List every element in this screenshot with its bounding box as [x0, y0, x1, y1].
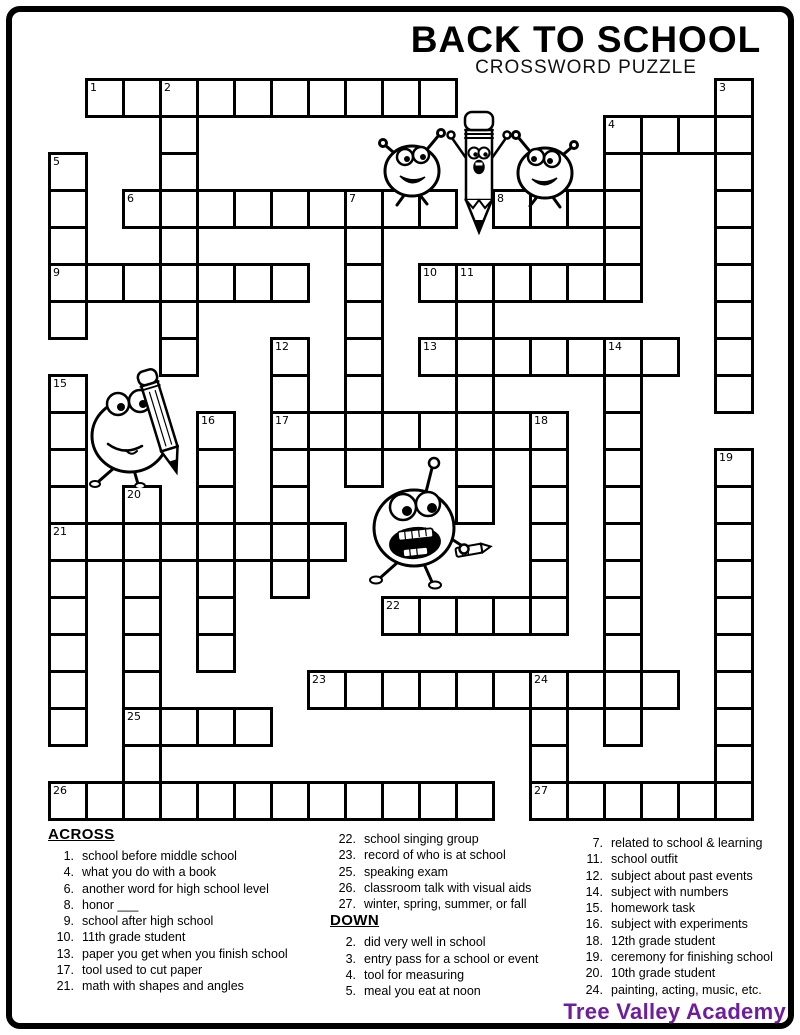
grid-cell[interactable] [455, 300, 495, 340]
grid-cell[interactable] [714, 226, 754, 266]
grid-cell[interactable] [344, 300, 384, 340]
down-clues-list-1 [330, 934, 582, 999]
grid-cell[interactable] [85, 522, 125, 562]
down-clue-3 [330, 951, 582, 967]
clue-number: 10. [56, 930, 74, 945]
grid-cell[interactable] [381, 596, 421, 636]
grid-cell[interactable] [714, 337, 754, 377]
grid-cell[interactable] [529, 559, 569, 599]
clue-number: 19. [585, 950, 603, 965]
grid-cell[interactable] [714, 78, 754, 118]
clue-text: tool for measuring [364, 968, 465, 983]
grid-cell[interactable] [48, 152, 88, 192]
grid-cell[interactable] [455, 781, 495, 821]
grid-cell[interactable] [714, 744, 754, 784]
grid-cell[interactable] [196, 448, 236, 488]
grid-cell[interactable] [677, 781, 717, 821]
down-clue-24 [577, 982, 793, 998]
clue-text: 11th grade student [82, 930, 186, 945]
grid-cell[interactable] [603, 707, 643, 747]
grid-cell[interactable] [122, 78, 162, 118]
clue-number: 6. [63, 881, 74, 896]
grid-cell-number: 24 [534, 673, 548, 686]
across-clue-27 [330, 896, 582, 912]
grid-cell[interactable] [603, 781, 643, 821]
clue-number: 2. [345, 935, 356, 950]
grid-cell[interactable] [714, 374, 754, 414]
grid-cell[interactable] [233, 707, 273, 747]
grid-cell[interactable] [418, 670, 458, 710]
grid-cell[interactable] [418, 411, 458, 451]
clue-number: 13. [56, 946, 74, 961]
grid-cell[interactable] [529, 596, 569, 636]
down-clue-20 [577, 965, 793, 981]
grid-cell[interactable] [714, 781, 754, 821]
grid-cell[interactable] [603, 633, 643, 673]
grid-cell[interactable] [196, 189, 236, 229]
grid-cell-number: 7 [349, 192, 356, 205]
clue-text: what you do with a book [82, 865, 217, 880]
across-clue-21 [48, 978, 328, 994]
down-clue-2 [330, 934, 582, 950]
clue-number: 12. [585, 868, 603, 883]
grid-cell-number: 13 [423, 340, 437, 353]
grid-cell[interactable] [529, 411, 569, 451]
grid-cell[interactable] [196, 485, 236, 525]
clue-text: ceremony for finishing school [611, 950, 773, 965]
grid-cell[interactable] [640, 670, 680, 710]
clue-number: 8. [63, 897, 74, 912]
grid-cell-number: 14 [608, 340, 622, 353]
grid-cell-number: 20 [127, 488, 141, 501]
grid-cell[interactable] [381, 411, 421, 451]
grid-cell[interactable] [307, 189, 347, 229]
grid-cell-number: 9 [53, 266, 60, 279]
grid-cell[interactable] [233, 78, 273, 118]
grid-cell[interactable] [603, 559, 643, 599]
clue-number: 14. [585, 884, 603, 899]
grid-cell-number: 8 [497, 192, 504, 205]
grid-cell[interactable] [196, 263, 236, 303]
clue-text: homework task [611, 901, 696, 916]
across-clue-25 [330, 864, 582, 880]
grid-cell-number: 3 [719, 81, 726, 94]
grid-cell[interactable] [603, 152, 643, 192]
grid-cell[interactable] [344, 781, 384, 821]
grid-cell[interactable] [307, 781, 347, 821]
grid-cell[interactable] [529, 263, 569, 303]
grid-cell[interactable] [307, 522, 347, 562]
grid-cell[interactable] [603, 337, 643, 377]
grid-cell[interactable] [48, 559, 88, 599]
down-clue-4 [330, 967, 582, 983]
clues-column-1 [48, 826, 328, 995]
grid-cell[interactable] [159, 78, 199, 118]
across-clue-9 [48, 913, 328, 929]
clue-number: 24. [585, 982, 603, 997]
grid-cell[interactable] [455, 596, 495, 636]
grid-cell[interactable] [492, 596, 532, 636]
clue-text: related to school & learning [611, 836, 763, 850]
grid-cell[interactable] [159, 781, 199, 821]
clue-text: school outfit [611, 852, 678, 867]
grid-cell[interactable] [529, 485, 569, 525]
grid-cell[interactable] [270, 448, 310, 488]
clue-number: 4. [63, 865, 74, 880]
grid-cell-number: 15 [53, 377, 67, 390]
brand-logo-text: Tree Valley Academy [563, 999, 786, 1024]
grid-cell[interactable] [85, 781, 125, 821]
grid-cell[interactable] [714, 522, 754, 562]
grid-cell[interactable] [603, 485, 643, 525]
clue-text: speaking exam [364, 864, 449, 879]
grid-cell[interactable] [418, 263, 458, 303]
grid-cell[interactable] [455, 670, 495, 710]
grid-cell[interactable] [529, 670, 569, 710]
grid-cell[interactable] [418, 596, 458, 636]
grid-cell[interactable] [529, 781, 569, 821]
grid-cell[interactable] [233, 189, 273, 229]
grid-cell[interactable] [48, 522, 88, 562]
grid-cell-number: 5 [53, 155, 60, 168]
down-clue-7 [577, 835, 793, 851]
grid-cell[interactable] [233, 263, 273, 303]
clue-text: subject with numbers [611, 884, 729, 899]
across-clue-10 [48, 929, 328, 945]
grid-cell[interactable] [270, 411, 310, 451]
grid-cell-number: 25 [127, 710, 141, 723]
grid-cell[interactable] [455, 337, 495, 377]
grid-cell[interactable] [381, 781, 421, 821]
clue-number: 22. [338, 832, 356, 846]
down-clue-5 [330, 983, 582, 999]
grid-cell[interactable] [529, 744, 569, 784]
grid-cell[interactable] [603, 411, 643, 451]
clue-text: school before middle school [82, 849, 237, 863]
grid-cell[interactable] [48, 485, 88, 525]
clues-column-3 [577, 835, 793, 998]
grid-cell[interactable] [640, 115, 680, 155]
clue-number: 25. [338, 864, 356, 879]
grid-cell-number: 22 [386, 599, 400, 612]
grid-cell[interactable] [270, 337, 310, 377]
clue-text: tool used to cut paper [82, 963, 203, 978]
grid-cell[interactable] [233, 781, 273, 821]
grid-cell[interactable] [307, 78, 347, 118]
grid-cell-number: 23 [312, 673, 326, 686]
grid-cell[interactable] [492, 337, 532, 377]
grid-cell-number: 17 [275, 414, 289, 427]
grid-cell[interactable] [603, 263, 643, 303]
grid-cell-number: 11 [460, 266, 474, 279]
down-clue-12 [577, 868, 793, 884]
grid-cell[interactable] [603, 189, 643, 229]
down-clue-11 [577, 851, 793, 867]
grid-cell[interactable] [566, 337, 606, 377]
grid-cell[interactable] [714, 300, 754, 340]
clue-text: honor ___ [82, 897, 139, 912]
grid-cell[interactable] [122, 707, 162, 747]
grid-cell[interactable] [381, 670, 421, 710]
grid-cell-number: 19 [719, 451, 733, 464]
across-header: ACROSS [48, 826, 115, 843]
cheering-pencil-illustration [444, 104, 514, 240]
down-header: DOWN [330, 912, 380, 930]
clue-number: 17. [56, 963, 74, 978]
across-clue-13 [48, 946, 328, 962]
grid-cell[interactable] [307, 411, 347, 451]
clue-text: 12th grade student [611, 933, 716, 948]
clue-number: 11. [586, 852, 603, 867]
grid-cell[interactable] [529, 522, 569, 562]
grid-cell[interactable] [344, 263, 384, 303]
down-clue-14 [577, 884, 793, 900]
grid-cell[interactable] [492, 670, 532, 710]
grid-cell[interactable] [48, 633, 88, 673]
grid-cell[interactable] [196, 78, 236, 118]
grid-cell[interactable] [677, 115, 717, 155]
clue-number: 27. [338, 897, 356, 912]
grid-cell[interactable] [455, 374, 495, 414]
grid-cell[interactable] [48, 781, 88, 821]
grid-cell[interactable] [122, 596, 162, 636]
grid-cell[interactable] [344, 337, 384, 377]
clue-number: 26. [338, 880, 356, 895]
grid-cell[interactable] [196, 633, 236, 673]
grid-cell[interactable] [270, 485, 310, 525]
down-clue-18 [577, 933, 793, 949]
grid-cell-number: 27 [534, 784, 548, 797]
clue-text: winter, spring, summer, or fall [364, 897, 527, 912]
grid-cell[interactable] [492, 411, 532, 451]
grid-cell[interactable] [122, 670, 162, 710]
grid-cell[interactable] [122, 263, 162, 303]
grid-cell[interactable] [196, 707, 236, 747]
clue-number: 9. [63, 914, 74, 929]
grid-cell-number: 12 [275, 340, 289, 353]
clue-number: 4. [345, 968, 356, 983]
grid-cell[interactable] [270, 263, 310, 303]
grid-cell-number: 26 [53, 784, 67, 797]
clue-number: 20. [585, 966, 603, 981]
clue-text: math with shapes and angles [82, 979, 244, 994]
across-clue-26 [330, 880, 582, 896]
grid-cell[interactable] [85, 78, 125, 118]
grid-cell[interactable] [529, 337, 569, 377]
grid-cell[interactable] [270, 374, 310, 414]
down-clues-list-2 [577, 835, 793, 998]
down-clue-19 [577, 949, 793, 965]
grid-cell[interactable] [603, 374, 643, 414]
grid-cell[interactable] [603, 226, 643, 266]
grid-cell[interactable] [48, 596, 88, 636]
grid-cell[interactable] [603, 596, 643, 636]
running-blob-with-pencil-illustration [358, 448, 498, 594]
clue-number: 21. [56, 979, 74, 994]
grid-cell[interactable] [196, 411, 236, 451]
clue-text: entry pass for a school or event [364, 951, 539, 966]
clue-text: meal you eat at noon [364, 984, 481, 999]
grid-cell[interactable] [159, 522, 199, 562]
grid-cell[interactable] [159, 115, 199, 155]
clue-text: another word for high school level [82, 881, 269, 896]
grid-cell[interactable] [48, 707, 88, 747]
clue-number: 18. [585, 933, 603, 948]
grid-cell[interactable] [233, 522, 273, 562]
cheering-blob-left-illustration [372, 112, 452, 208]
grid-cell[interactable] [492, 263, 532, 303]
grid-cell[interactable] [48, 300, 88, 340]
grid-cell[interactable] [714, 189, 754, 229]
grid-cell[interactable] [603, 522, 643, 562]
grid-cell[interactable] [418, 781, 458, 821]
grid-cell[interactable] [640, 337, 680, 377]
across-clue-22 [330, 831, 582, 847]
clue-number: 15. [585, 901, 603, 916]
clue-text: school singing group [364, 832, 479, 846]
grid-cell[interactable] [714, 263, 754, 303]
grid-cell[interactable] [270, 559, 310, 599]
grid-cell[interactable] [270, 522, 310, 562]
grid-cell[interactable] [603, 115, 643, 155]
grid-cell[interactable] [455, 411, 495, 451]
clue-text: subject with experiments [611, 917, 748, 932]
grid-cell[interactable] [270, 781, 310, 821]
clue-text: paper you get when you finish school [82, 946, 288, 961]
clue-number: 3. [345, 951, 356, 966]
clue-number: 16. [585, 917, 603, 932]
grid-cell[interactable] [48, 226, 88, 266]
down-clue-15 [577, 900, 793, 916]
grid-cell[interactable] [603, 448, 643, 488]
grid-cell[interactable] [603, 670, 643, 710]
grid-cell[interactable] [122, 522, 162, 562]
grid-cell[interactable] [159, 189, 199, 229]
grid-cell[interactable] [122, 189, 162, 229]
grid-cell[interactable] [714, 448, 754, 488]
grid-cell[interactable] [122, 781, 162, 821]
grid-cell[interactable] [566, 670, 606, 710]
grid-cell[interactable] [196, 781, 236, 821]
across-clue-1 [48, 848, 328, 864]
grid-cell[interactable] [122, 485, 162, 525]
blob-holding-pencil-illustration [82, 366, 202, 488]
across-clue-8 [48, 897, 328, 913]
grid-cell[interactable] [640, 781, 680, 821]
grid-cell-number: 4 [608, 118, 615, 131]
grid-cell-number: 1 [90, 81, 97, 94]
across-clues-list-1 [48, 848, 328, 995]
grid-cell[interactable] [566, 263, 606, 303]
grid-cell[interactable] [344, 374, 384, 414]
grid-cell[interactable] [714, 485, 754, 525]
grid-cell[interactable] [714, 633, 754, 673]
grid-cell[interactable] [159, 707, 199, 747]
grid-cell[interactable] [307, 670, 347, 710]
grid-cell[interactable] [714, 596, 754, 636]
across-clue-23 [330, 847, 582, 863]
grid-cell[interactable] [159, 263, 199, 303]
grid-cell[interactable] [122, 559, 162, 599]
across-clues-list-2 [330, 831, 582, 912]
grid-cell[interactable] [529, 448, 569, 488]
grid-cell[interactable] [159, 300, 199, 340]
grid-cell-number: 6 [127, 192, 134, 205]
clue-text: did very well in school [364, 935, 486, 950]
grid-cell-number: 18 [534, 414, 548, 427]
grid-cell[interactable] [566, 781, 606, 821]
grid-cell[interactable] [270, 189, 310, 229]
cheering-blob-right-illustration [505, 114, 585, 210]
clue-text: subject about past events [611, 868, 753, 883]
clue-text: painting, acting, music, etc. [611, 982, 762, 997]
grid-cell[interactable] [344, 411, 384, 451]
grid-cell[interactable] [714, 707, 754, 747]
clue-number: 5. [345, 984, 356, 999]
grid-cell[interactable] [122, 633, 162, 673]
grid-cell[interactable] [714, 559, 754, 599]
grid-cell[interactable] [48, 263, 88, 303]
clue-text: school after high school [82, 914, 214, 929]
grid-cell[interactable] [122, 744, 162, 784]
grid-cell[interactable] [196, 522, 236, 562]
clue-number: 7. [592, 836, 603, 850]
grid-cell-number: 10 [423, 266, 437, 279]
clue-number: 1. [63, 849, 74, 863]
grid-cell[interactable] [529, 707, 569, 747]
clue-number: 23. [338, 848, 356, 863]
grid-cell[interactable] [159, 152, 199, 192]
grid-cell[interactable] [344, 670, 384, 710]
grid-cell[interactable] [714, 670, 754, 710]
grid-cell-number: 21 [53, 525, 67, 538]
down-clue-16 [577, 916, 793, 932]
clue-text: 10th grade student [611, 966, 716, 981]
page-title: BACK TO SCHOOL [410, 19, 762, 60]
across-clue-6 [48, 881, 328, 897]
grid-cell-number: 2 [164, 81, 171, 94]
grid-cell[interactable] [159, 226, 199, 266]
grid-cell[interactable] [196, 596, 236, 636]
page-subtitle: CROSSWORD PUZZLE [475, 57, 697, 78]
grid-cell[interactable] [48, 189, 88, 229]
grid-cell[interactable] [418, 337, 458, 377]
grid-cell[interactable] [344, 226, 384, 266]
grid-cell[interactable] [455, 263, 495, 303]
across-clue-17 [48, 962, 328, 978]
grid-cell[interactable] [270, 78, 310, 118]
clue-text: record of who is at school [364, 848, 506, 863]
across-clue-4 [48, 864, 328, 880]
clues-column-2 [330, 831, 582, 1000]
grid-cell[interactable] [714, 115, 754, 155]
grid-cell-number: 16 [201, 414, 215, 427]
grid-cell[interactable] [85, 263, 125, 303]
grid-cell[interactable] [714, 152, 754, 192]
clue-text: classroom talk with visual aids [364, 880, 532, 895]
grid-cell[interactable] [196, 559, 236, 599]
grid-cell[interactable] [48, 670, 88, 710]
